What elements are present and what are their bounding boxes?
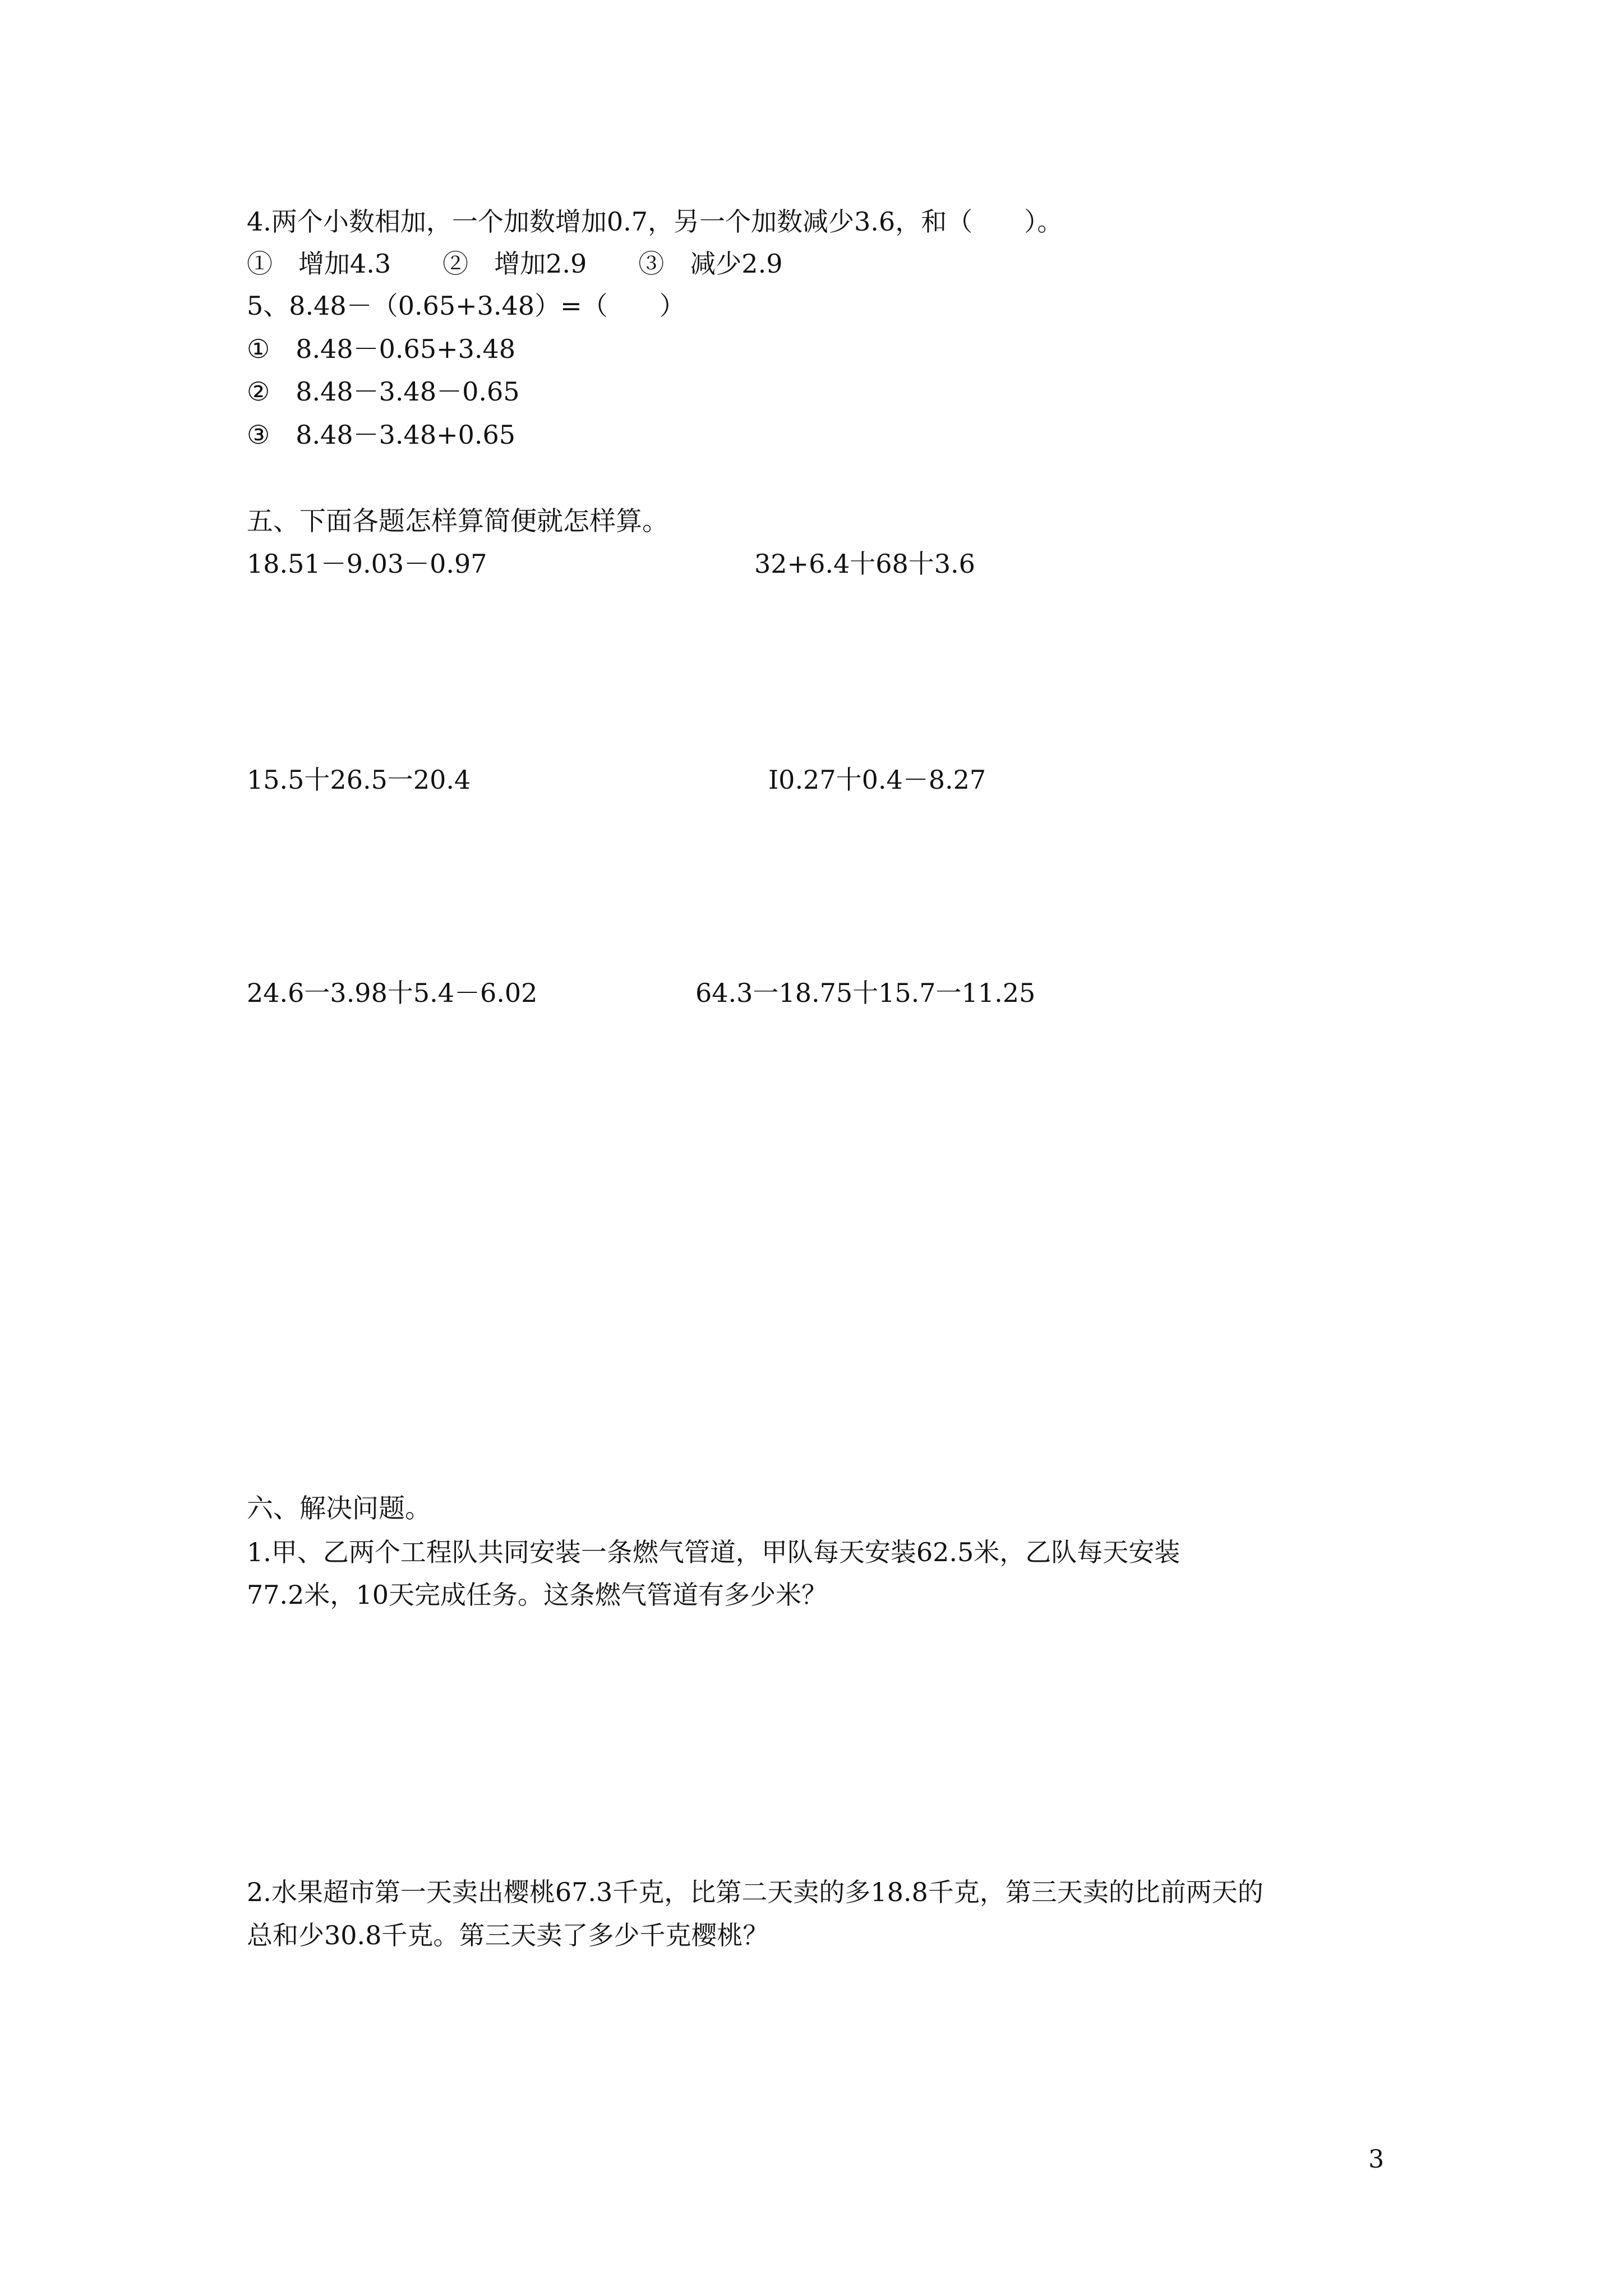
question-5-stem: 5、8.48－（0.65+3.48）=（ ） bbox=[247, 291, 685, 321]
question-5-option-1: ① 8.48－0.65+3.48 bbox=[247, 334, 516, 364]
page-number: 3 bbox=[1368, 2145, 1384, 2174]
calc-problem: 15.5十26.5一20.4 bbox=[247, 765, 471, 795]
question-5-option-2: ② 8.48－3.48－0.65 bbox=[247, 376, 520, 407]
calc-problem: I0.27十0.4－8.27 bbox=[768, 765, 986, 795]
calc-problem: 24.6一3.98十5.4－6.02 bbox=[247, 978, 538, 1008]
section-5-heading: 五、下面各题怎样算简便就怎样算。 bbox=[247, 506, 668, 537]
question-5-option-3: ③ 8.48－3.48+0.65 bbox=[247, 420, 516, 450]
word-problem-1-line-1: 1.甲、乙两个工程队共同安装一条燃气管道，甲队每天安装62.5米，乙队每天安装 bbox=[247, 1537, 1181, 1567]
question-4-stem: 4.两个小数相加，一个加数增加0.7，另一个加数减少3.6，和（ ）。 bbox=[247, 206, 1063, 237]
calc-problem: 32+6.4十68十3.6 bbox=[754, 549, 975, 579]
calc-problem: 64.3一18.75十15.7一11.25 bbox=[695, 978, 1036, 1008]
section-6-heading: 六、解决问题。 bbox=[247, 1493, 431, 1524]
calc-problem: 18.51－9.03－0.97 bbox=[247, 549, 487, 579]
word-problem-2-line-1: 2.水果超市第一天卖出樱桃67.3千克，比第二天卖的多18.8千克，第三天卖的比前两天的 bbox=[247, 1877, 1264, 1907]
word-problem-1-line-2: 77.2米，10天完成任务。这条燃气管道有多少米？ bbox=[247, 1580, 827, 1610]
question-4-options: ① 增加4.3 ② 增加2.9 ③ 减少2.9 bbox=[247, 249, 783, 279]
word-problem-2-line-2: 总和少30.8千克。第三天卖了多少千克樱桃？ bbox=[247, 1920, 769, 1950]
